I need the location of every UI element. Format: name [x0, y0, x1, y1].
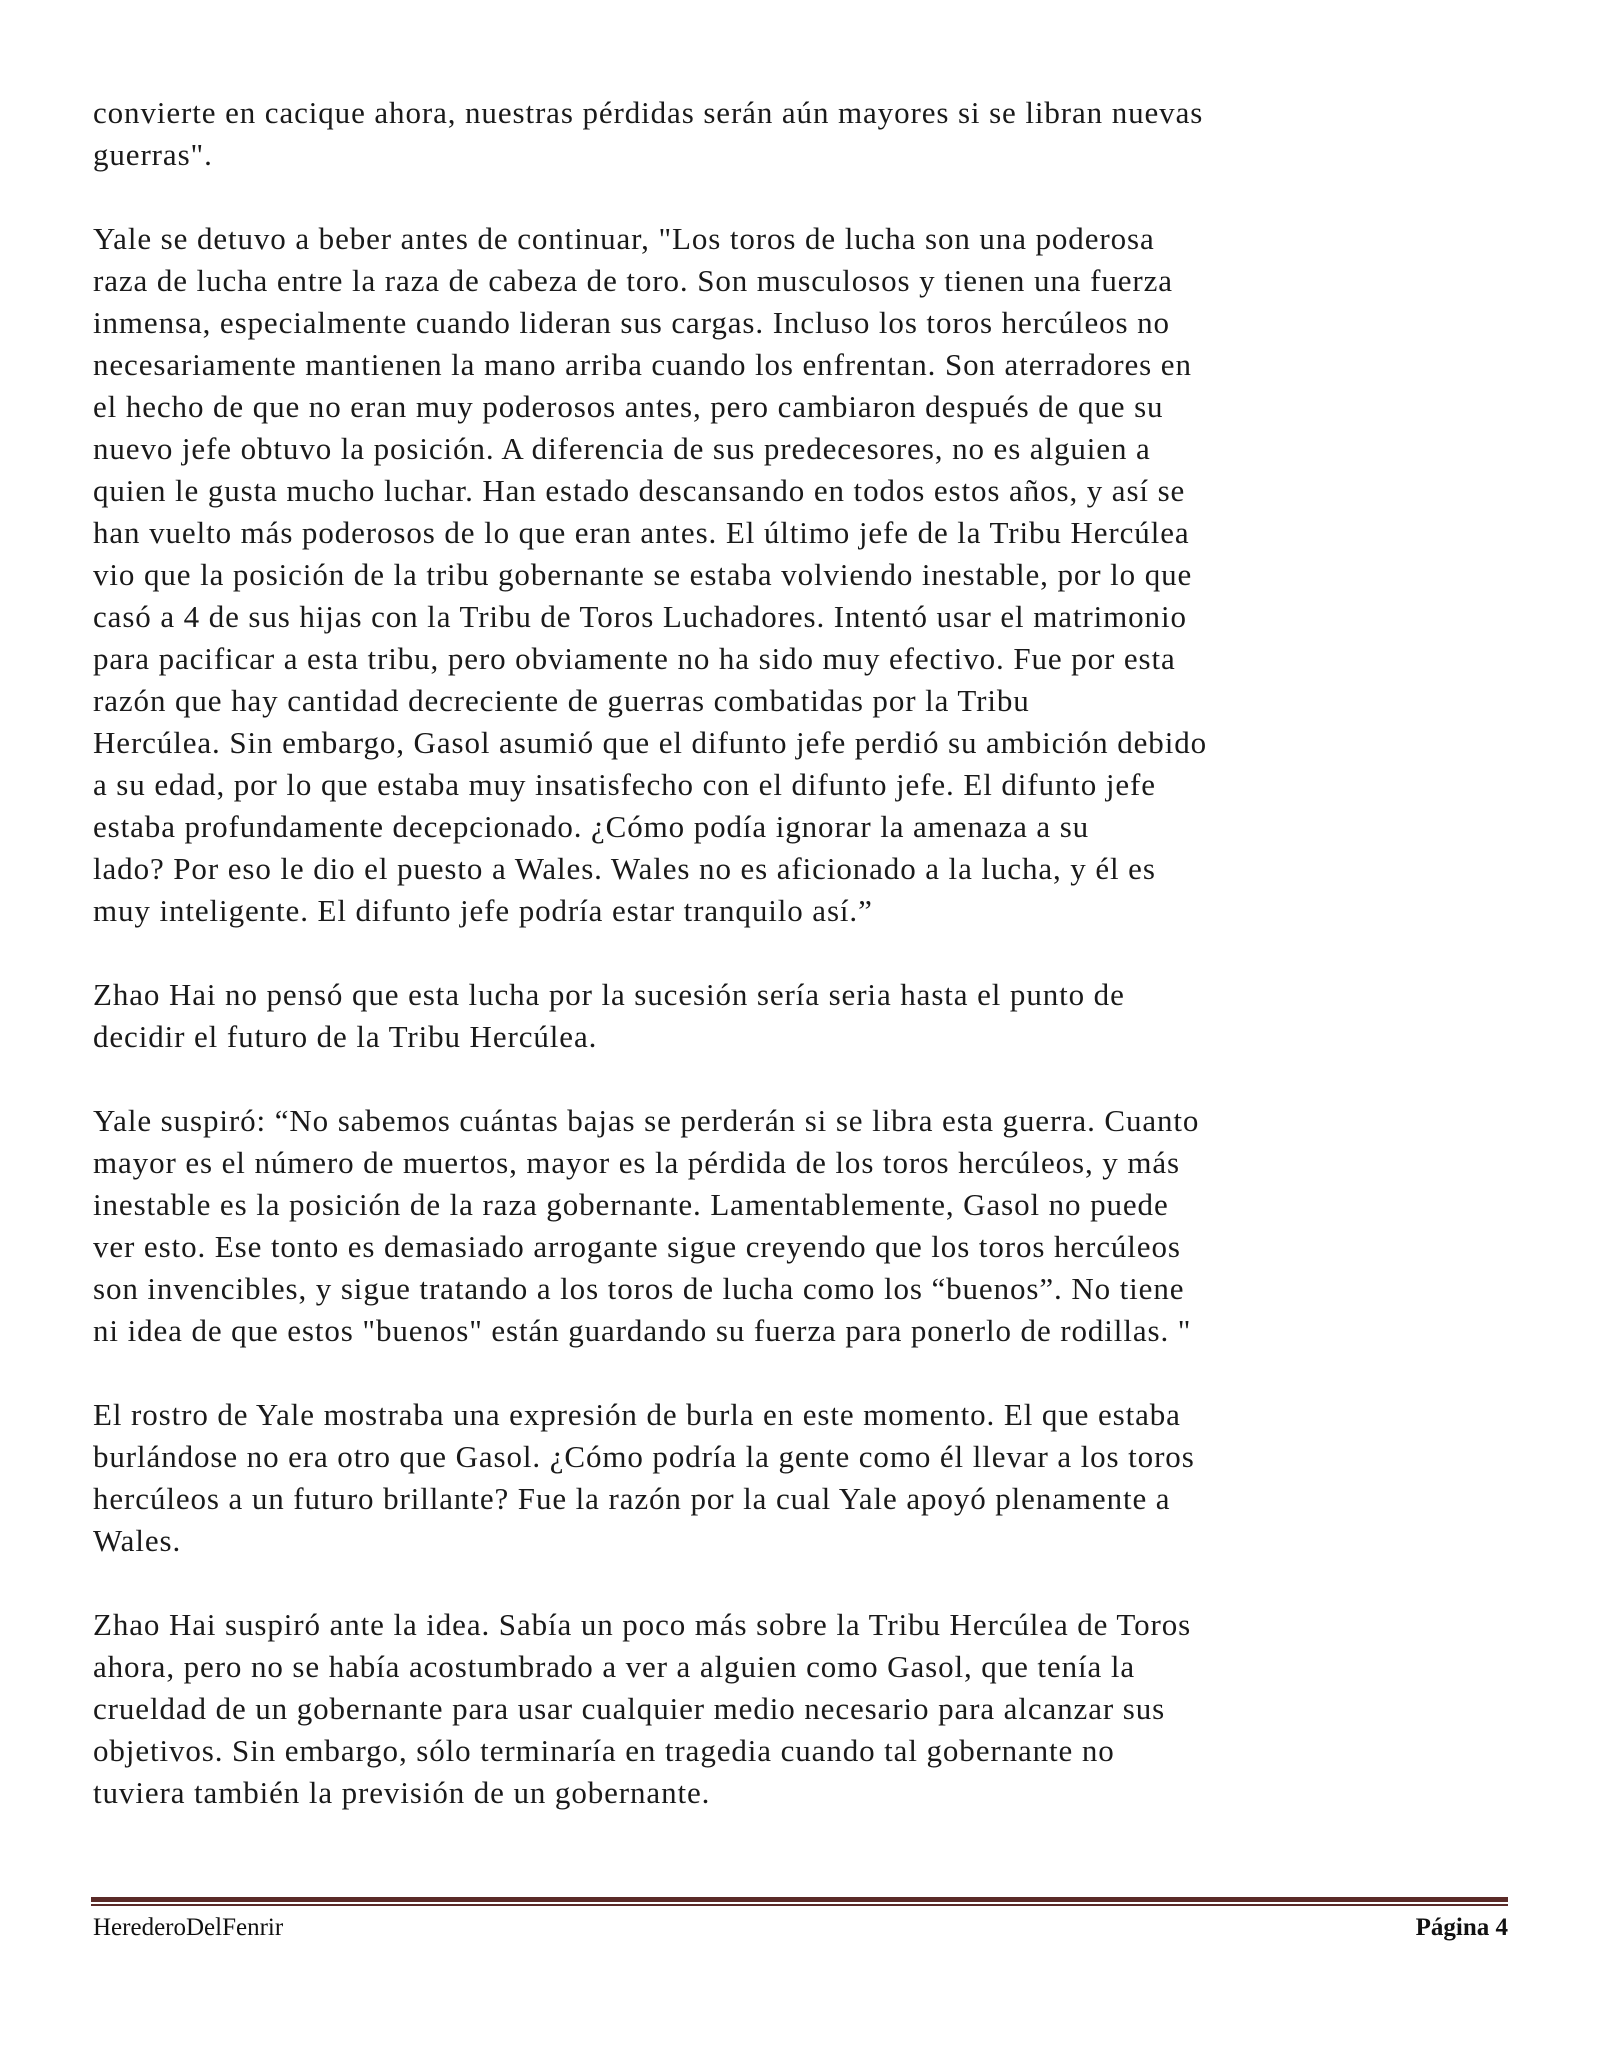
page-footer	[93, 1912, 1508, 1944]
paragraph-3: Zhao Hai no pensó que esta lucha por la sucesión sería seria hasta el punto de decidir el futuro de la Tribu Hercúlea.	[93, 977, 1125, 1054]
paragraph-1: convierte en cacique ahora, nuestras pérdidas serán aún mayores si se libran nuevas guerras".	[93, 95, 1204, 172]
footer-divider	[91, 1897, 1508, 1906]
paragraph-4: Yale suspiró: “No sabemos cuántas bajas se perderán si se libra esta guerra. Cuanto mayor es el número de muertos, mayor es la pérdida de los toros hercúleos, y más inestable es la posición de la raza gobernante. Lamentablemente, Gasol no puede ver esto. Ese tonto es demasiado arrogante sigue creyendo que los toros hercúleos son invencibles, y sigue tratando a los toros de lucha como los “buenos”. No tiene ni idea de que estos "buenos" están guardando su fuerza para ponerlo de rodillas. "	[93, 1103, 1200, 1348]
footer-author: HerederoDelFenrir	[93, 1914, 284, 1941]
paragraph-6: Zhao Hai suspiró ante la idea. Sabía un poco más sobre la Tribu Hercúlea de Toros ahora, pero no se había acostumbrado a ver a alguien como Gasol, que tenía la crueldad de un gobernante para usar cualquier medio necesario para alcanzar sus objetivos. Sin embargo, sólo terminaría en tragedia cuando tal gobernante no tuviera también la previsión de un gobernante.	[93, 1607, 1192, 1810]
document-body	[93, 92, 1523, 1856]
paragraph-2: Yale se detuvo a beber antes de continuar, "Los toros de lucha son una poderosa raza de lucha entre la raza de cabeza de toro. Son musculosos y tienen una fuerza inmensa, especialmente cuando lideran sus cargas. Incluso los toros hercúleos no necesariamente mantienen la mano arriba cuando los enfrentan. Son aterradores en el hecho de que no eran muy poderosos antes, pero cambiaron después de que su nuevo jefe obtuvo la posición. A diferencia de sus predecesores, no es alguien a quien le gusta mucho luchar. Han estado descansando en todos estos años, y así se han vuelto más poderosos de lo que eran antes. El último jefe de la Tribu Hercúlea vio que la posición de la tribu gobernante se estaba volviendo inestable, por lo que casó a 4 de sus hijas con la Tribu de Toros Luchadores. Intentó usar el matrimonio para pacificar a esta tribu, pero obviamente no ha sido muy efectivo. Fue por esta razón que hay cantidad decreciente de guerras combatidas por la Tribu Hercúlea. Sin embargo, Gasol asumió que el difunto jefe perdió su ambición debido a su edad, por lo que estaba muy insatisfecho con el difunto jefe. El difunto jefe estaba profundamente decepcionado. ¿Cómo podía ignorar la amenaza a su lado? Por eso le dio el puesto a Wales. Wales no es aficionado a la lucha, y él es muy inteligente. El difunto jefe podría estar tranquilo así.”	[93, 221, 1208, 928]
paragraph-5: El rostro de Yale mostraba una expresión de burla en este momento. El que estaba burlándose no era otro que Gasol. ¿Cómo podría la gente como él llevar a los toros hercúleos a un futuro brillante? Fue la razón por la cual Yale apoyó plenamente a Wales.	[93, 1397, 1195, 1558]
page-number: Página 4	[1415, 1914, 1508, 1941]
